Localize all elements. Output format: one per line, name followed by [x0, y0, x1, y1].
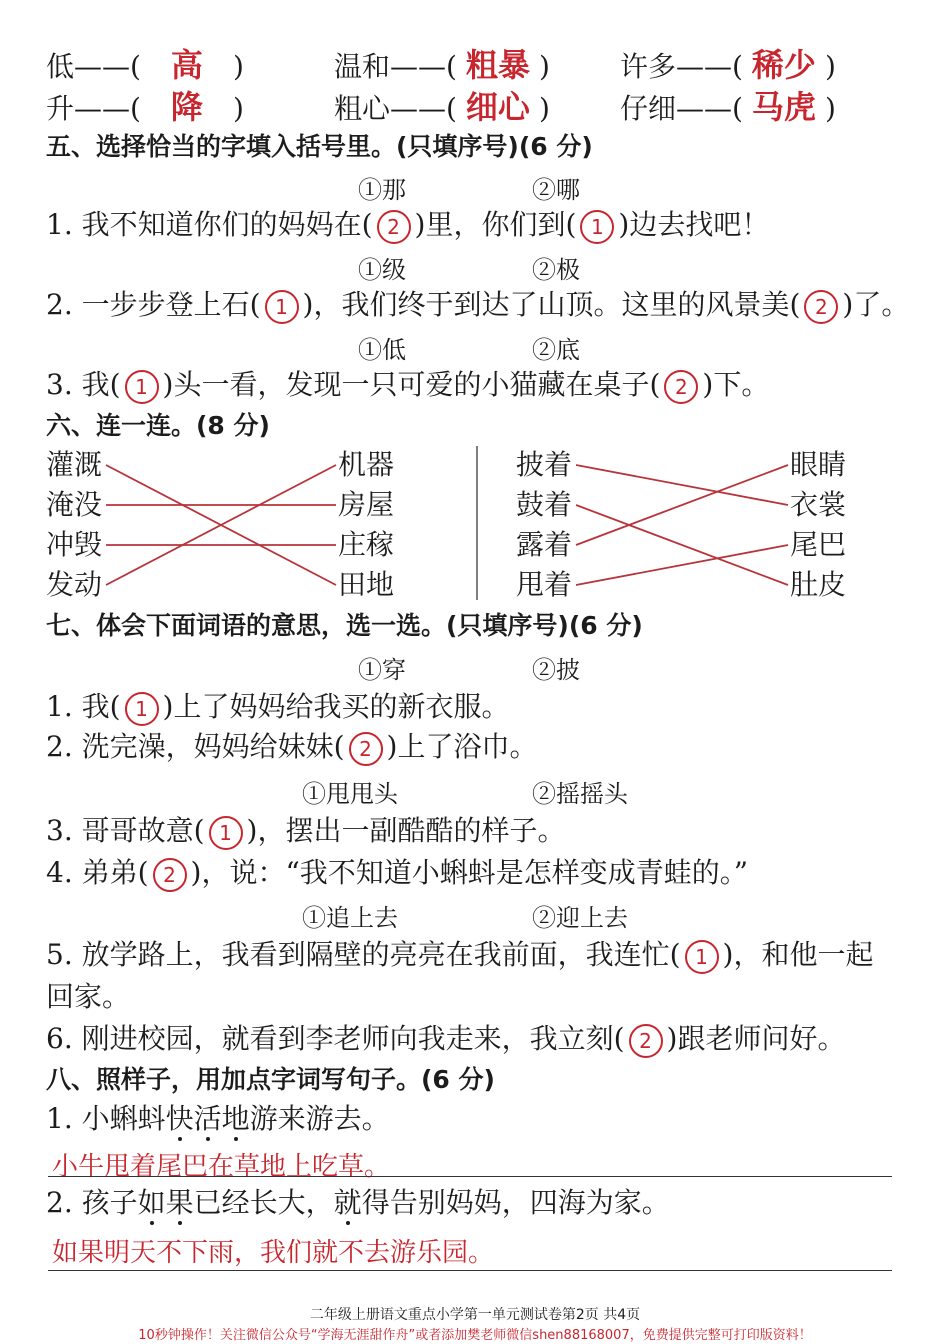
match-left-word: 淹没 [46, 488, 103, 521]
dotted-char: 果 [165, 1186, 194, 1219]
match-left-word: 露着 [516, 528, 573, 561]
match-right-word: 尾巴 [790, 528, 847, 561]
match-right-word: 眼睛 [790, 448, 847, 481]
option: ①低 [358, 336, 406, 364]
answer-circle: 1 [265, 290, 299, 324]
dotted-char: 活 [193, 1102, 222, 1135]
option: ②披 [532, 656, 580, 684]
s5-question-3: 3. 我( 1 )头一看，发现一只可爱的小猫藏在桌子( 2 )下。 [46, 368, 769, 404]
match-right-word: 庄稼 [338, 528, 395, 561]
match-left-word: 甩着 [516, 568, 573, 601]
match-line [576, 545, 788, 585]
match-left-word: 冲毁 [46, 528, 103, 561]
page-footer: 二年级上册语文重点小学第一单元测试卷第2页 共4页 [309, 1307, 641, 1323]
dotted-char: 快 [165, 1102, 194, 1135]
match-line [576, 465, 788, 505]
answer-circle: 1 [209, 816, 243, 850]
match-left-word: 鼓着 [516, 488, 573, 521]
answer-sentence-1: 小牛甩着尾巴在草地上吃草。 [52, 1152, 391, 1182]
s7-question-2: 2. 洗完澡，妈妈给妹妹( 2 )上了浴巾。 [46, 730, 537, 766]
option: ①那 [358, 176, 406, 204]
option: ②极 [532, 256, 580, 284]
section-6-title: 六、连一连。(8 分) [46, 411, 270, 440]
answer-circle: 2 [804, 290, 838, 324]
option: ①追上去 [302, 904, 398, 932]
dotted-char: 就 [333, 1186, 362, 1219]
answer-circle: 2 [377, 210, 411, 244]
option: ②迎上去 [532, 904, 628, 932]
s7-question-1: 1. 我( 1 )上了妈妈给我买的新衣服。 [46, 690, 509, 726]
match-line [576, 505, 788, 585]
s7-question-3: 3. 哥哥故意( 1 )，摆出一副酷酷的样子。 [46, 814, 565, 850]
s7-question-5: 5. 放学路上，我看到隔壁的亮亮在我前面，我连忙( 1 )，和他一起 [46, 938, 873, 974]
s7-question-4: 4. 弟弟( 2 )，说：“我不知道小蝌蚪是怎样变成青蛙的。” [46, 856, 748, 892]
match-right-word: 肚皮 [790, 568, 847, 601]
option: ②哪 [532, 176, 580, 204]
answer-circle: 2 [153, 858, 187, 892]
match-left-word: 发动 [46, 568, 103, 601]
answer-circle: 1 [685, 940, 719, 974]
answer-text: 马虎 [751, 88, 816, 126]
example-sentence-1: 1. 小蝌蚪快活地游来游去。 [46, 1102, 390, 1135]
answer-circle: 2 [664, 370, 698, 404]
answer-sentence-2: 如果明天不下雨，我们就不去游乐园。 [52, 1238, 495, 1268]
match-right-word: 田地 [338, 568, 395, 601]
dotted-char: 如 [137, 1186, 166, 1219]
answer-text: 稀少 [751, 46, 816, 84]
match-line [576, 465, 788, 545]
answer-text: 降 [170, 88, 203, 126]
antonym-4: 升——( 降 ) [46, 88, 244, 126]
antonym-1: 低——( 高 ) [46, 46, 244, 84]
section-5-title: 五、选择恰当的字填入括号里。(只填序号)(6 分) [46, 132, 593, 161]
answer-circle: 1 [125, 692, 159, 726]
s7-question-5-cont: 回家。 [46, 980, 131, 1013]
s7-question-6: 6. 刚进校园，就看到李老师向我走来，我立刻( 2 )跟老师问好。 [46, 1022, 845, 1058]
example-sentence-2: 2. 孩子如果已经长大，就得告别妈妈，四海为家。 [46, 1186, 670, 1219]
option: ①穿 [358, 656, 406, 684]
option: ①级 [358, 256, 406, 284]
answer-line [48, 1176, 892, 1177]
s5-question-1: 1. 我不知道你们的妈妈在( 2 )里，你们到( 1 )边去找吧！ [46, 208, 769, 244]
match-right-word: 衣裳 [790, 488, 847, 521]
antonym-3: 许多——( 稀少 ) [620, 46, 836, 84]
section-8-title: 八、照样子，用加点字词写句子。(6 分) [46, 1065, 495, 1094]
section-7-title: 七、体会下面词语的意思，选一选。(只填序号)(6 分) [46, 611, 643, 640]
answer-text: 细心 [465, 88, 530, 126]
match-right-word: 机器 [338, 448, 395, 481]
antonym-5: 粗心——( 细心 ) [334, 88, 550, 126]
ad-banner: 10秒钟操作！关注微信公众号“学海无涯甜作舟”或者添加樊老师微信shen88168007，免费提供完整可打印版资料！ [138, 1328, 812, 1343]
option: ②底 [532, 336, 580, 364]
antonym-2: 温和——( 粗暴 ) [334, 46, 550, 84]
dotted-char: 地 [221, 1102, 250, 1135]
antonym-6: 仔细——( 马虎 ) [620, 88, 836, 126]
answer-line [48, 1270, 892, 1271]
match-left-word: 披着 [516, 448, 573, 481]
answer-circle: 1 [580, 210, 614, 244]
match-right-word: 房屋 [338, 488, 395, 521]
option: ②摇摇头 [532, 780, 628, 808]
option: ①甩甩头 [302, 780, 398, 808]
answer-circle: 2 [349, 732, 383, 766]
answer-text: 粗暴 [465, 46, 530, 84]
answer-circle: 2 [629, 1024, 663, 1058]
match-left-word: 灌溉 [46, 448, 103, 481]
s5-question-2: 2. 一步步登上石( 1 )，我们终于到达了山顶。这里的风景美( 2 )了。 [46, 288, 909, 324]
answer-text: 高 [170, 46, 203, 84]
matching-lines [0, 0, 950, 620]
answer-circle: 1 [125, 370, 159, 404]
